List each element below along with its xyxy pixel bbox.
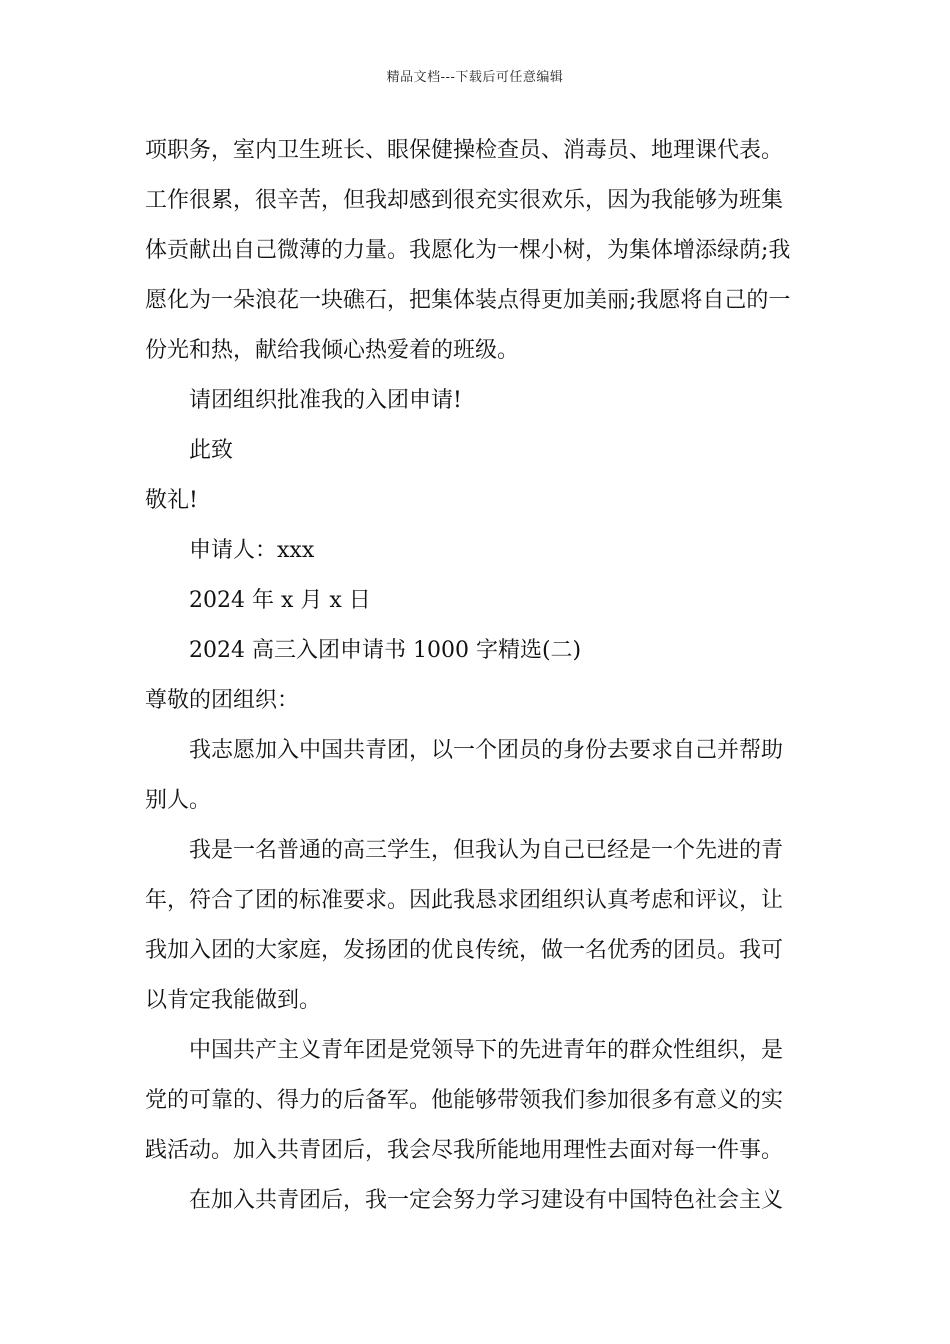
paragraph-line: 体贡献出自己微薄的力量。我愿化为一棵小树，为集体增添绿荫;我 bbox=[145, 238, 791, 263]
paragraph-line: 我志愿加入中国共青团，以一个团员的身份去要求自己并帮助 bbox=[189, 738, 784, 763]
request-line: 请团组织批准我的入团申请! bbox=[189, 388, 462, 413]
section-title: 2024 高三入团申请书 1000 字精选(二) bbox=[189, 638, 582, 663]
paragraph-line: 在加入共青团后，我一定会努力学习建设有中国特色社会主义 bbox=[189, 1188, 784, 1213]
applicant-line: 申请人：xxx bbox=[189, 538, 315, 563]
paragraph-line: 年，符合了团的标准要求。因此我恳求团组织认真考虑和评议，让 bbox=[145, 888, 784, 913]
paragraph-line: 别人。 bbox=[145, 788, 212, 813]
paragraph-line: 愿化为一朵浪花一块礁石，把集体装点得更加美丽;我愿将自己的一 bbox=[145, 288, 791, 313]
closing-line: 敬礼! bbox=[145, 488, 198, 513]
salutation-line: 此致 bbox=[189, 438, 234, 463]
paragraph-line: 践活动。加入共青团后，我会尽我所能地用理性去面对每一件事。 bbox=[145, 1138, 784, 1163]
greeting-line: 尊敬的团组织： bbox=[145, 688, 300, 713]
paragraph-line: 工作很累，很辛苦，但我却感到很充实很欢乐，因为我能够为班集 bbox=[145, 188, 784, 213]
paragraph-line: 我加入团的大家庭，发扬团的优良传统，做一名优秀的团员。我可 bbox=[145, 938, 784, 963]
document-body bbox=[145, 126, 815, 1226]
paragraph-line: 我是一名普通的高三学生，但我认为自己已经是一个先进的青 bbox=[189, 838, 784, 863]
date-line: 2024 年 x 月 x 日 bbox=[189, 588, 371, 613]
paragraph-line: 以肯定我能做到。 bbox=[145, 988, 322, 1013]
paragraph-line: 中国共产主义青年团是党领导下的先进青年的群众性组织，是 bbox=[189, 1038, 784, 1063]
paragraph-line: 项职务，室内卫生班长、眼保健操检查员、消毒员、地理课代表。 bbox=[145, 138, 784, 163]
page-header: 精品文档---下载后可任意编辑 bbox=[386, 70, 564, 85]
paragraph-line: 党的可靠的、得力的后备军。他能够带领我们参加很多有意义的实 bbox=[145, 1088, 784, 1113]
paragraph-line: 份光和热，献给我倾心热爱着的班级。 bbox=[145, 338, 520, 363]
